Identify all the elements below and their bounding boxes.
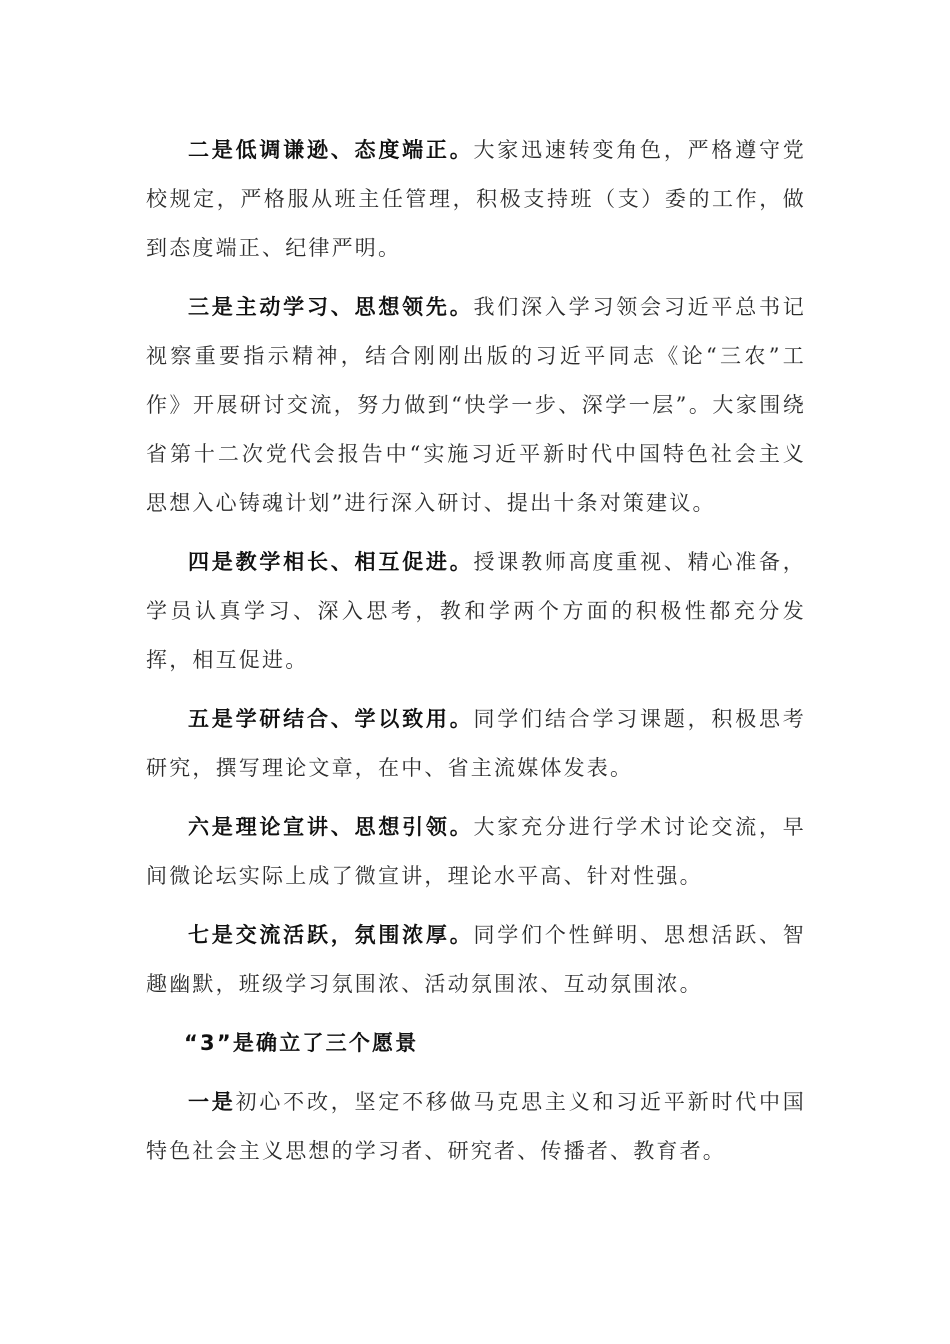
- paragraph-text: 大家充分进行学术讨论交流，早间微论坛实际上成了微宣讲，理论水平高、针对性强。: [146, 815, 806, 888]
- paragraph-lead: 一是: [188, 1090, 236, 1114]
- paragraph-lead: 四是教学相长、相互促进。: [188, 550, 474, 574]
- vision-paragraph-1: [146, 1078, 806, 1176]
- paragraph-text: 初心不改，坚定不移做马克思主义和习近平新时代中国特色社会主义思想的学习者、研究者、传播者、教育者。: [146, 1090, 806, 1163]
- paragraph-lead: 三是主动学习、思想领先。: [188, 295, 474, 319]
- document-body: [146, 126, 806, 1186]
- paragraph-text: 大家迅速转变角色，严格遵守党校规定，严格服从班主任管理，积极支持班（支）委的工作，做到态度端正、纪律严明。: [146, 138, 806, 260]
- paragraph-2: [146, 126, 806, 273]
- paragraph-lead: 五是学研结合、学以致用。: [188, 707, 474, 731]
- paragraph-text: 同学们结合学习课题，积极思考研究，撰写理论文章，在中、省主流媒体发表。: [146, 707, 806, 780]
- paragraph-3: [146, 283, 806, 528]
- section-heading: “3”是确立了三个愿景: [184, 1031, 419, 1055]
- paragraph-4: [146, 538, 806, 685]
- paragraph-lead: 六是理论宣讲、思想引领。: [188, 815, 474, 839]
- paragraph-lead: 二是低调谦逊、态度端正。: [188, 138, 474, 162]
- paragraph-7: [146, 911, 806, 1009]
- paragraph-5: [146, 695, 806, 793]
- paragraph-text: 同学们个性鲜明、思想活跃、智趣幽默，班级学习氛围浓、活动氛围浓、互动氛围浓。: [146, 923, 806, 996]
- paragraph-lead: 七是交流活跃，氛围浓厚。: [188, 923, 474, 947]
- paragraph-6: [146, 803, 806, 901]
- paragraph-text: 我们深入学习领会习近平总书记视察重要指示精神，结合刚刚出版的习近平同志《论“三农”工作》开展研讨交流，努力做到“快学一步、深学一层”。大家围绕省第十二次党代会报告中“实施习近平新时代中国特色社会主义思想入心铸魂计划”进行深入研讨、提出十条对策建议。: [146, 295, 806, 515]
- paragraph-text: 授课教师高度重视、精心准备，学员认真学习、深入思考，教和学两个方面的积极性都充分发挥，相互促进。: [146, 550, 806, 672]
